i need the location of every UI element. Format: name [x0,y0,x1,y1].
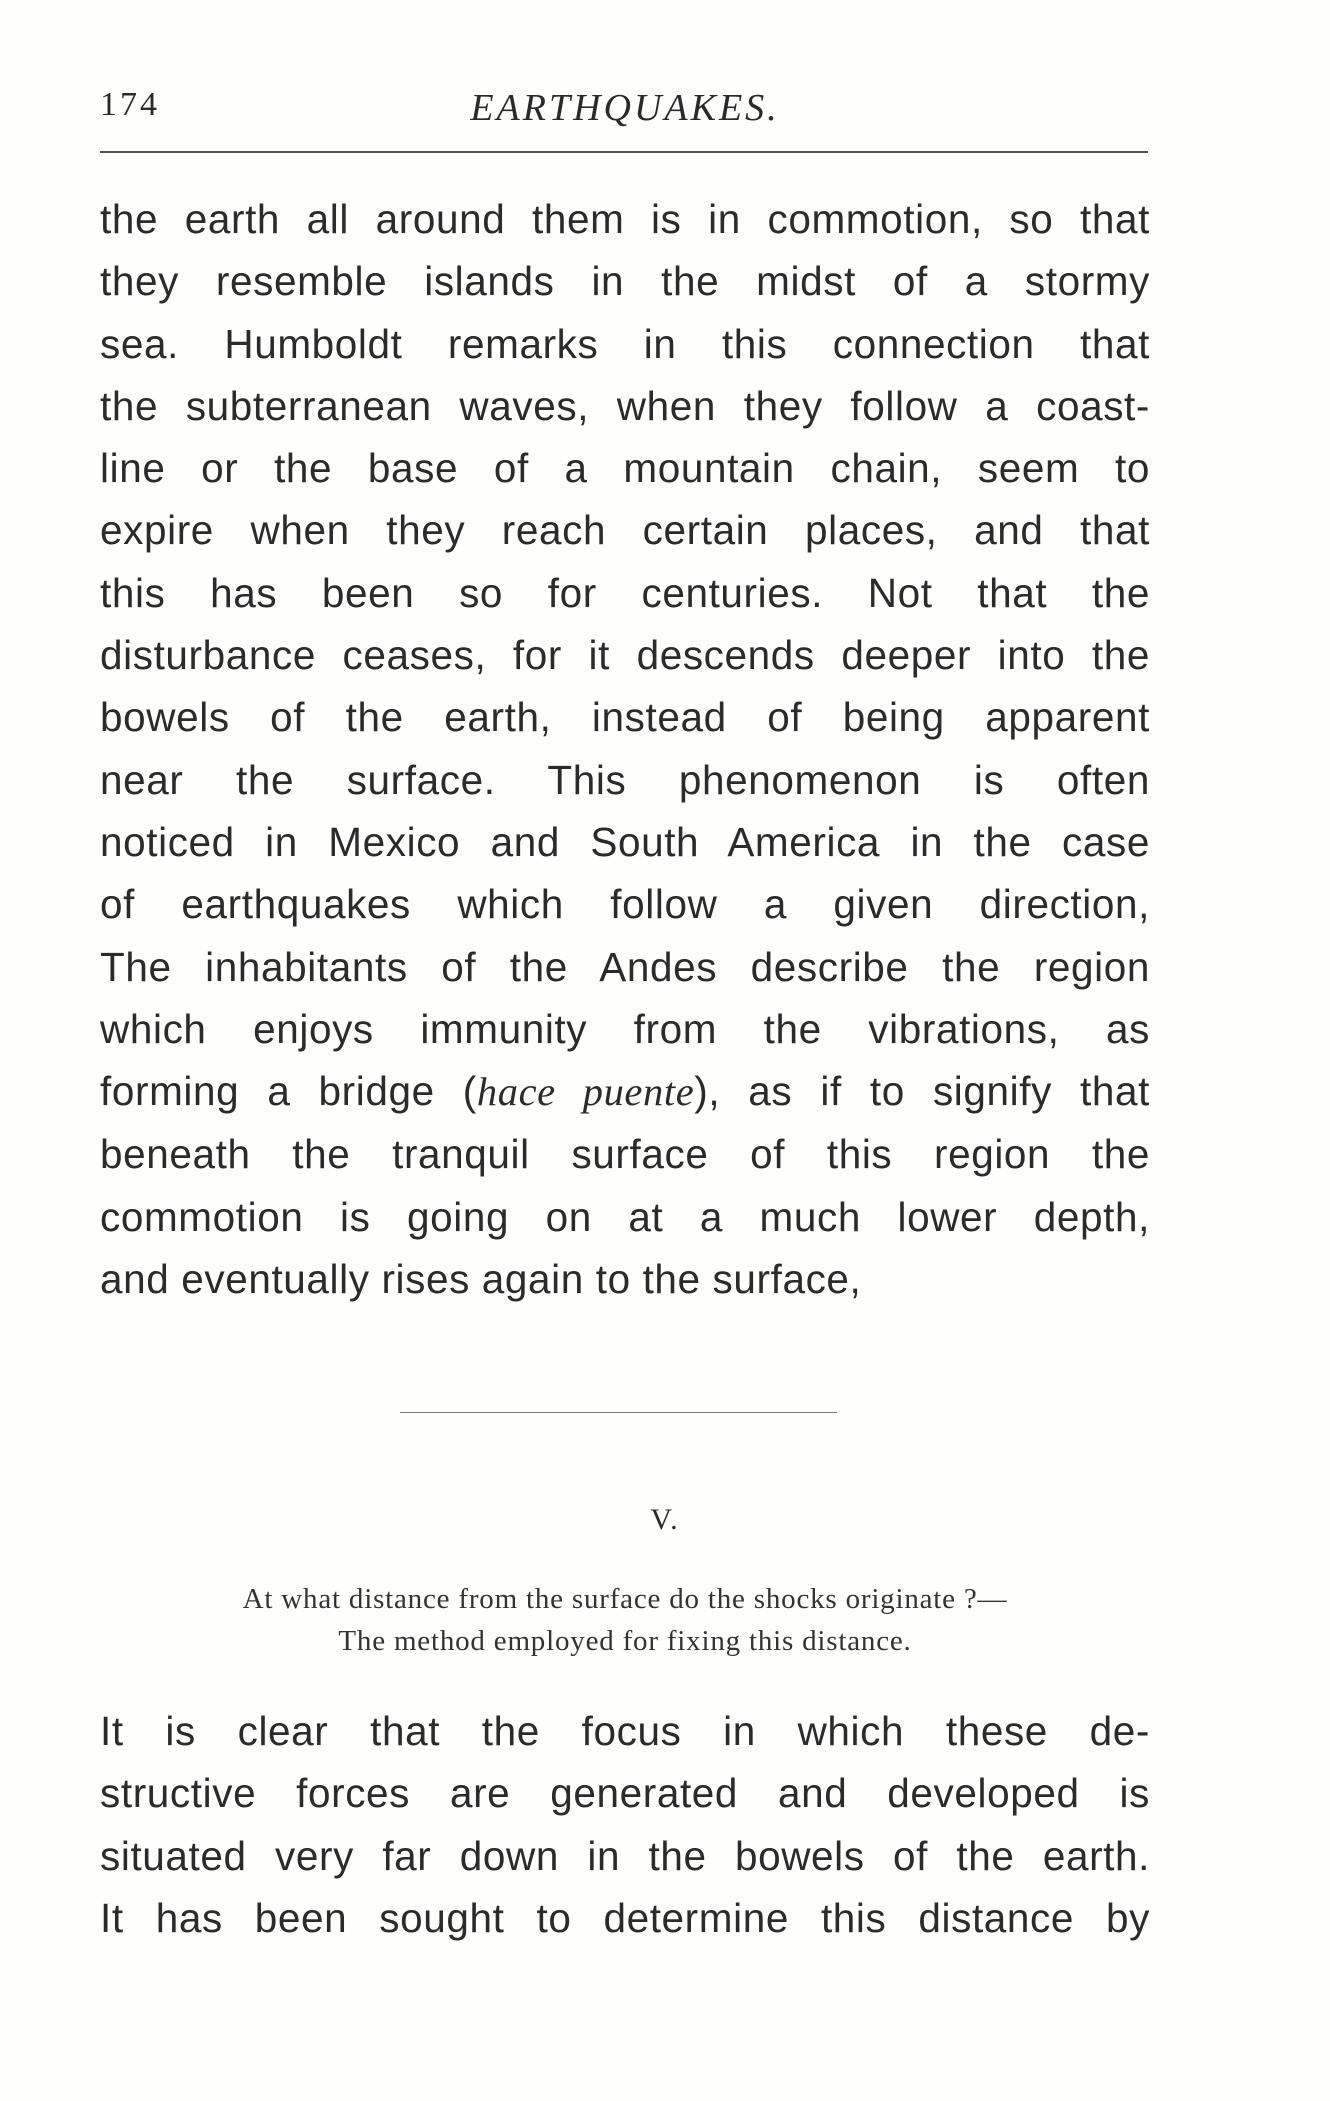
paragraph-2 [100,1700,1150,1949]
page-header [100,86,1150,136]
text-segment: ), as if to signify that [694,1068,1150,1115]
section-number: V. [650,1503,680,1536]
header-rule [100,151,1148,153]
page-number: 174 [100,86,160,123]
text-line: beneath the tranquil surface of this region the [100,1131,1150,1178]
italic-phrase: hace puente [476,1069,695,1115]
text-line: commotion is going on at a much lower depth, [100,1193,1150,1240]
text-line-with-italic [100,1060,1150,1123]
text-line: The inhabitants of the Andes describe the region [100,943,1150,990]
section-divider [400,1412,837,1413]
section-synopsis [100,1578,1150,1662]
text-line: It is clear that the focus in which these de- [100,1708,1150,1754]
synopsis-line: At what distance from the surface do the shocks originate ?— [242,1583,1008,1615]
text-line: the earth all around them is in commotion, so that [100,196,1150,242]
text-line: bowels of the earth, instead of being apparent [100,694,1150,741]
text-line: near the surface. This phenomenon is often [100,756,1150,803]
synopsis-line: The method employed for fixing this distance. [338,1625,912,1657]
text-line: line or the base of a mountain chain, seem to [100,445,1150,492]
text-line: structive forces are generated and developed is [100,1770,1150,1817]
text-line: It has been sought to determine this distance by [100,1894,1150,1941]
running-title: EARTHQUAKES. [470,87,780,129]
text-line: the subterranean waves, when they follow a coast- [100,382,1150,429]
text-line: noticed in Mexico and South America in the case [100,818,1150,865]
text-line: this has been so for centuries. Not that the [100,569,1150,616]
text-line: and eventually rises again to the surface, [100,1256,862,1303]
text-line: sea. Humboldt remarks in this connection that [100,320,1150,367]
text-line: situated very far down in the bowels of the earth. [100,1832,1150,1879]
text-segment: forming a bridge ( [100,1068,477,1115]
text-line: disturbance ceases, for it descends deeper into the [100,632,1150,679]
text-line: they resemble islands in the midst of a stormy [100,258,1150,305]
text-line: expire when they reach certain places, and that [100,507,1150,554]
text-line: of earthquakes which follow a given direction, [100,881,1150,928]
paragraph-1 [100,188,1150,1310]
text-line: which enjoys immunity from the vibrations, as [100,1005,1150,1052]
